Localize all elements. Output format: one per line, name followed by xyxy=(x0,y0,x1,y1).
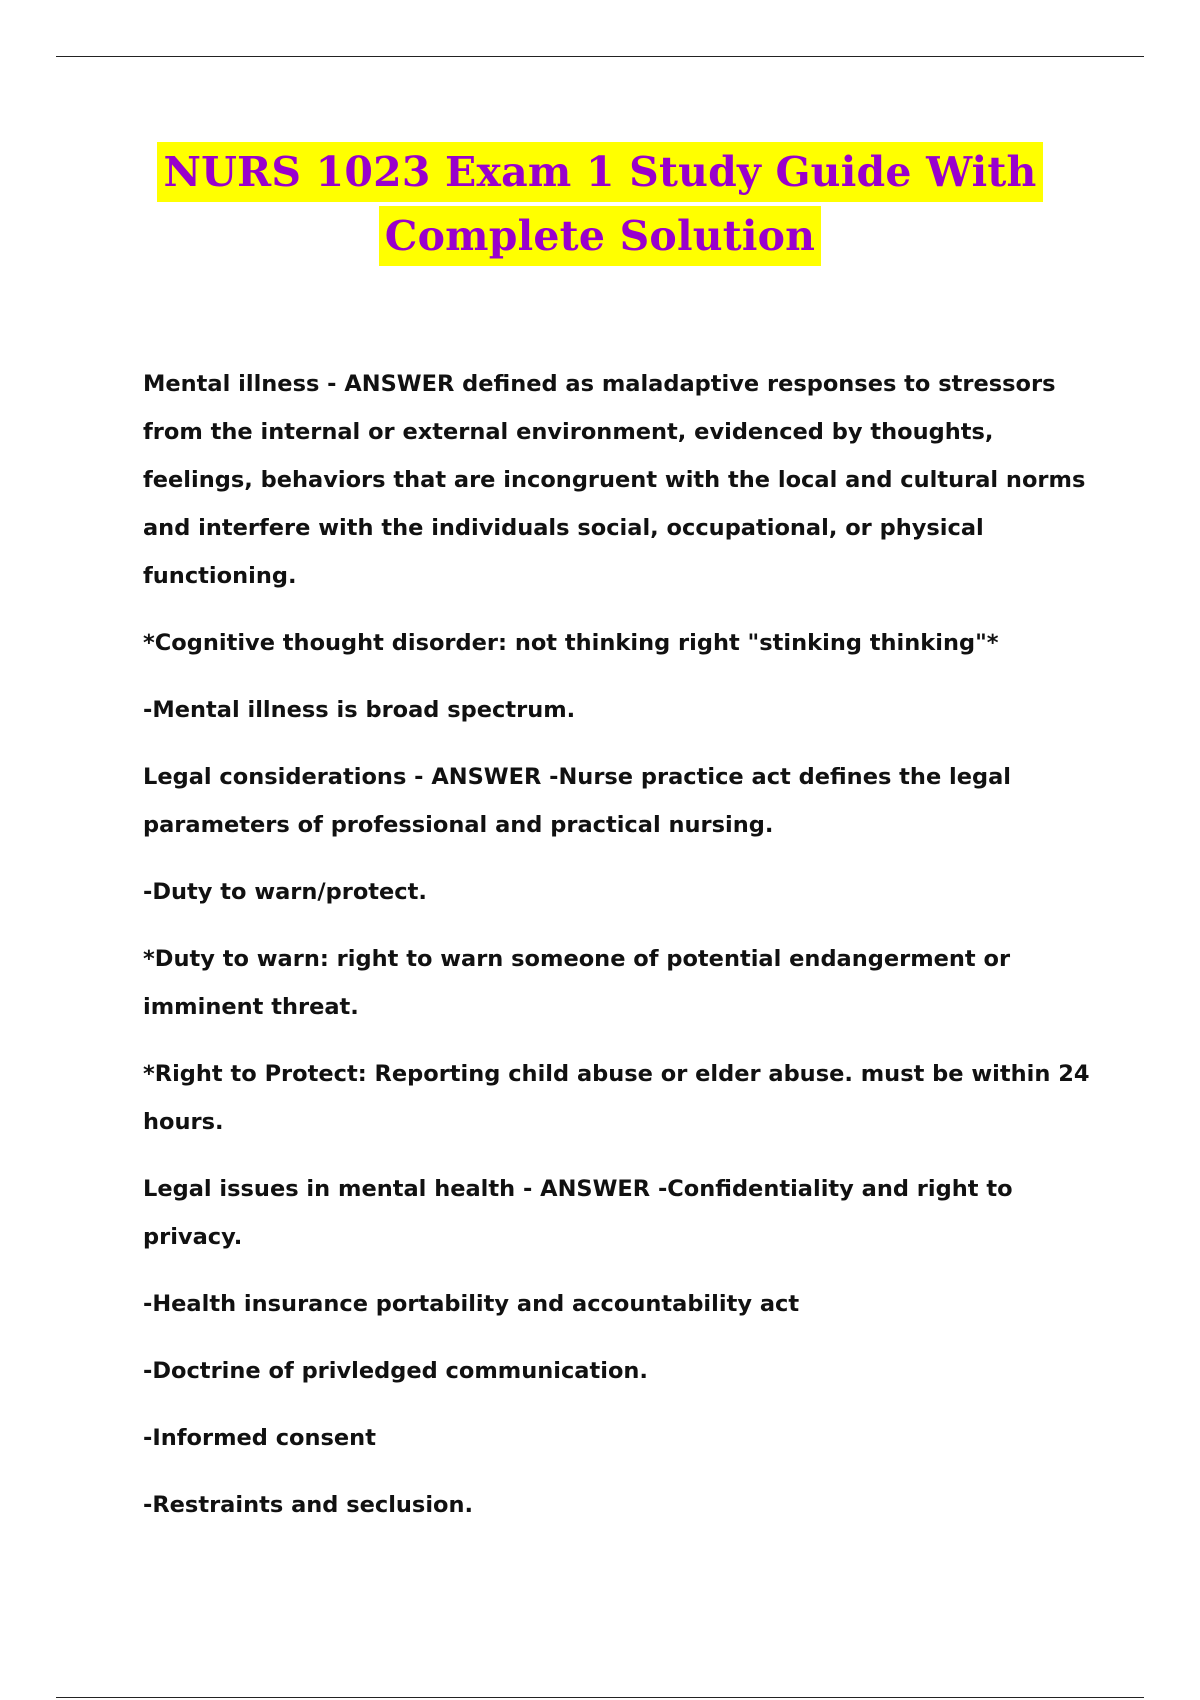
document-body xyxy=(143,360,1093,1548)
paragraph-right-to-protect: *Right to Protect: Reporting child abuse or elder abuse. must be within 24 hours. xyxy=(143,1061,1090,1135)
paragraph-duty-to-warn: *Duty to warn: right to warn someone of potential endangerment or imminent threat. xyxy=(143,946,1011,1020)
paragraph-restraints-seclusion: -Restraints and seclusion. xyxy=(143,1492,474,1518)
paragraph-privileged-communication: -Doctrine of privledged communication. xyxy=(143,1358,648,1384)
top-rule xyxy=(56,56,1144,57)
paragraph-duty-to-warn-protect: -Duty to warn/protect. xyxy=(143,879,427,905)
paragraph-legal-issues: Legal issues in mental health - ANSWER -Confidentiality and right to privacy. xyxy=(143,1176,1013,1250)
paragraph-cognitive-thought-disorder: *Cognitive thought disorder: not thinking right "stinking thinking"* xyxy=(143,630,999,656)
title-line-2: Complete Solution xyxy=(379,206,821,266)
bottom-rule xyxy=(56,1697,1144,1698)
paragraph-informed-consent: -Informed consent xyxy=(143,1425,376,1451)
document-title xyxy=(0,140,1200,268)
title-line-1: NURS 1023 Exam 1 Study Guide With xyxy=(157,142,1042,202)
paragraph-mental-illness: Mental illness - ANSWER defined as maladaptive responses to stressors from the internal or external environment, evidenced by thoughts, feelings, behaviors that are incongruent with the local and cultural norms and interfere with the individuals social, occupational, or physical functioning. xyxy=(143,371,1086,589)
paragraph-hipaa: -Health insurance portability and accountability act xyxy=(143,1291,800,1317)
paragraph-legal-considerations: Legal considerations - ANSWER -Nurse practice act defines the legal parameters of professional and practical nursing. xyxy=(143,764,1012,838)
paragraph-broad-spectrum: -Mental illness is broad spectrum. xyxy=(143,697,576,723)
